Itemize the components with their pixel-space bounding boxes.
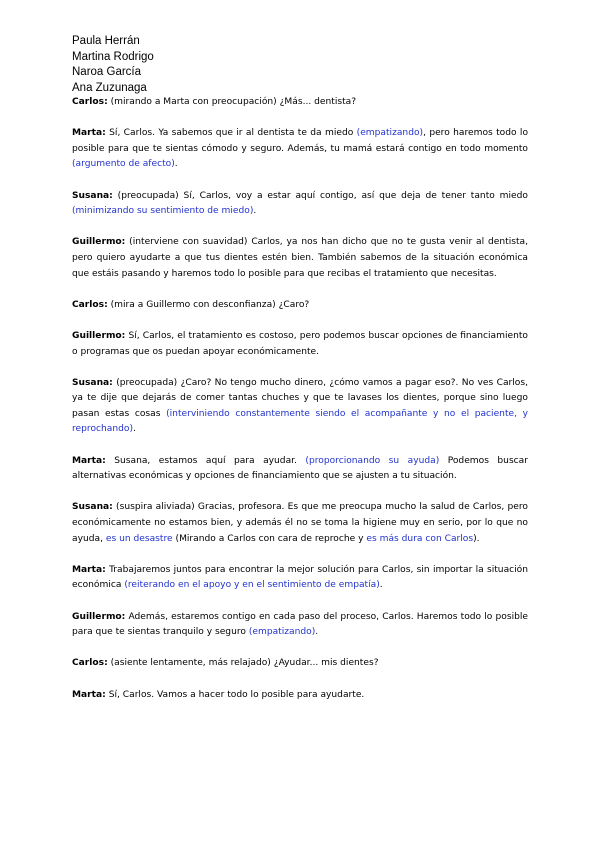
dialogue-text: (Mirando a Carlos con cara de reproche y <box>172 533 367 544</box>
dialogue-text: Además, estaremos contigo en cada paso del proceso, Carlos. Haremos todo lo posible para que te sientas tranquilo y seguro <box>72 611 528 638</box>
speaker-name: Marta: <box>72 455 106 466</box>
dialogue-line <box>72 298 528 314</box>
dialogue-text: . <box>379 580 383 591</box>
dialogue-line <box>72 126 528 173</box>
dialogue-line <box>72 563 528 594</box>
dialogue-line <box>72 454 528 485</box>
dialogue-text: Sí, Carlos. Vamos a hacer todo lo posible para ayudarte. <box>105 689 365 700</box>
dialogue-text: (preocupada) Sí, Carlos, voy a estar aquí contigo, así que deja de tener tanto miedo <box>112 190 528 201</box>
speaker-name: Marta: <box>72 564 106 575</box>
author-list <box>72 34 154 96</box>
dialogue-text: . <box>253 206 257 217</box>
dialogue-line <box>72 610 528 641</box>
dialogue-line <box>72 656 528 672</box>
dialogue-body <box>72 95 528 719</box>
dialogue-text: ). <box>473 533 480 544</box>
dialogue-text: (suspira aliviada) Gracias, profesora. Es que me preocupa mucho la salud de Carlos, pero económicamente no estamos bien, y además él no se toma la higiene muy en serio, por lo que no ayuda, <box>72 502 528 544</box>
dialogue-line <box>72 376 528 438</box>
speaker-name: Susana: <box>72 502 113 513</box>
annotation-text: (empatizando) <box>248 627 316 638</box>
dialogue-text: Podemos buscar alternativas económicas y opciones de financiamiento que se ajusten a tu situación. <box>72 455 528 482</box>
author-name: Ana Zuzunaga <box>72 81 147 94</box>
annotation-text: (empatizando) <box>356 128 424 139</box>
speaker-name: Carlos: <box>72 299 108 310</box>
dialogue-text: . <box>174 159 178 170</box>
dialogue-text: Susana, estamos aquí para ayudar. <box>105 455 306 466</box>
dialogue-text: (interviene con suavidad) Carlos, ya nos han dicho que no te gusta venir al dentista, pero quiero ayudarte a que tus dientes estén bien. También sabemos de la situación económica que estáis pasando y haremos todo lo posible para que recibas el tratamiento que necesitas. <box>72 237 528 279</box>
author-name: Martina Rodrigo <box>72 50 154 63</box>
speaker-name: Carlos: <box>72 658 108 669</box>
annotation-text: es más dura con Carlos <box>366 533 474 544</box>
dialogue-line <box>72 189 528 220</box>
dialogue-text: (preocupada) ¿Caro? No tengo mucho dinero, ¿cómo vamos a pagar eso?. No ves Carlos, ya te dije que dejarás de comer tantas chuches y que te lavases los dientes, porque sino luego pasan estas cosas <box>72 377 528 419</box>
dialogue-text: (mirando a Marta con preocupación) ¿Más... dentista? <box>107 97 357 107</box>
dialogue-text: (asiente lentamente, más relajado) ¿Ayudar... mis dientes? <box>107 658 379 669</box>
speaker-name: Guillermo: <box>72 330 126 341</box>
speaker-name: Guillermo: <box>72 611 126 622</box>
dialogue-text: . <box>315 627 319 638</box>
dialogue-line <box>72 688 528 704</box>
dialogue-text: , pero haremos todo lo posible para que te sientas cómodo y seguro. Además, tu mamá estará contigo en todo momento <box>72 128 529 154</box>
annotation-text: (minimizando su sentimiento de miedo) <box>72 206 254 217</box>
author-name: Paula Herrán <box>72 35 140 47</box>
dialogue-text: Sí, Carlos, el tratamiento es costoso, pero podemos buscar opciones de financiamiento o programas que os puedan apoyar económicamente. <box>72 330 528 357</box>
speaker-name: Marta: <box>72 689 106 700</box>
speaker-name: Marta: <box>72 128 106 139</box>
dialogue-text: . <box>133 424 136 435</box>
dialogue-line <box>72 500 528 547</box>
dialogue-text: Trabajaremos juntos para encontrar la mejor solución para Carlos, sin importar la situación económica <box>72 564 528 591</box>
annotation-text: (reiterando en el apoyo y en el sentimiento de empatía) <box>124 580 380 591</box>
dialogue-line <box>72 235 528 282</box>
speaker-name: Susana: <box>72 190 113 201</box>
dialogue-text: Sí, Carlos. Ya sabemos que ir al dentista te da miedo <box>105 128 357 139</box>
annotation-text: (interviniendo constantemente siendo el acompañante y no el paciente, y reprochando) <box>72 408 528 435</box>
speaker-name: Carlos: <box>72 97 108 107</box>
dialogue-text: (mira a Guillermo con desconfianza) ¿Caro? <box>107 299 310 310</box>
annotation-text: (argumento de afecto) <box>72 159 175 170</box>
speaker-name: Guillermo: <box>72 237 126 248</box>
author-name: Naroa García <box>72 66 142 79</box>
speaker-name: Susana: <box>72 377 113 388</box>
dialogue-line <box>72 329 528 360</box>
dialogue-line <box>72 95 528 111</box>
annotation-text: (proporcionando su ayuda) <box>305 455 440 466</box>
annotation-text: es un desastre <box>105 533 173 544</box>
